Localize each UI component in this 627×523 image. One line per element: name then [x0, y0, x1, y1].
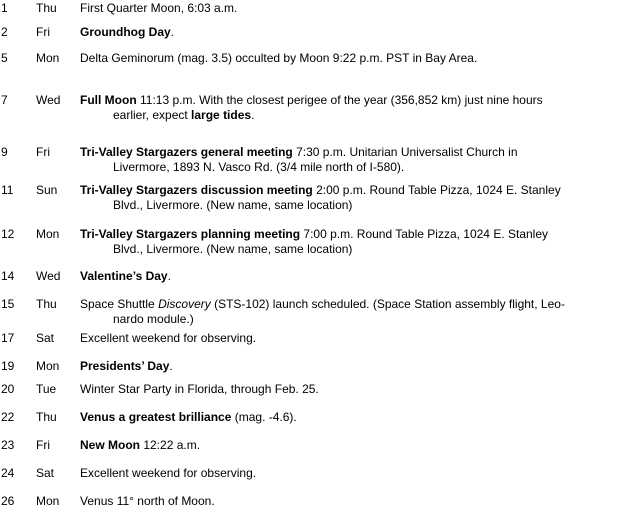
event-text: earlier, expect [113, 108, 192, 122]
event-text: (mag. -4.6). [231, 410, 297, 424]
event-text: 7:30 p.m. Unitarian Universalist Church in [292, 145, 518, 159]
event-description [80, 494, 612, 509]
event-text: (STS-102) launch scheduled. (Space Station assembly flight, Leo- [210, 297, 565, 311]
event-text-bold: Venus a greatest brilliance [80, 410, 232, 424]
event-weekday: Sat [36, 331, 55, 345]
event-text: 2:00 p.m. Round Table Pizza, 1024 E. Stanley [312, 183, 561, 197]
event-day-number: 14 [1, 269, 15, 283]
event-day-number: 17 [1, 331, 15, 345]
event-text: . [169, 359, 173, 373]
event-weekday: Mon [36, 359, 60, 373]
event-day-number: 22 [1, 410, 15, 424]
event-text-bold: New Moon [80, 438, 140, 452]
event-text-bold: Presidents’ Day [80, 359, 170, 373]
event-weekday: Mon [36, 494, 60, 508]
event-day-number: 24 [1, 466, 15, 480]
event-description [80, 297, 612, 327]
event-day-number: 2 [1, 25, 8, 39]
event-text: . [251, 108, 255, 122]
event-weekday: Fri [36, 438, 50, 452]
event-weekday: Mon [36, 51, 60, 65]
event-text-bold: Tri-Valley Stargazers discussion meeting [80, 183, 313, 197]
event-description [80, 331, 612, 346]
event-description [80, 227, 612, 257]
event-weekday: Sat [36, 466, 55, 480]
event-day-number: 23 [1, 438, 15, 452]
event-day-number: 12 [1, 227, 15, 241]
event-weekday: Sun [36, 183, 58, 197]
event-text-bold: Full Moon [80, 93, 137, 107]
event-text: nardo module.) [113, 312, 194, 326]
event-description-continuation [80, 160, 612, 175]
event-description [80, 183, 612, 213]
event-text-bold: Groundhog Day [80, 25, 171, 39]
event-weekday: Fri [36, 145, 50, 159]
event-text: 12:22 a.m. [140, 438, 201, 452]
event-text-italic: Discovery [158, 297, 211, 311]
event-text-bold: Tri-Valley Stargazers general meeting [80, 145, 293, 159]
event-description-continuation [80, 108, 612, 123]
event-description [80, 51, 612, 66]
event-description [80, 269, 612, 284]
event-text: Blvd., Livermore. (New name, same location) [113, 242, 353, 256]
event-text: Venus 11° north of Moon. [80, 494, 215, 508]
event-weekday: Thu [36, 410, 57, 424]
event-text: Delta Geminorum (mag. 3.5) occulted by Moon 9:22 p.m. PST in Bay Area. [80, 51, 478, 65]
event-description [80, 93, 612, 123]
event-weekday: Mon [36, 227, 60, 241]
event-text: Space Shuttle [80, 297, 159, 311]
event-description [80, 466, 612, 481]
event-weekday: Tue [36, 382, 57, 396]
event-description [80, 410, 612, 425]
event-day-number: 20 [1, 382, 15, 396]
event-text: Winter Star Party in Florida, through Feb. 25. [80, 382, 319, 396]
event-description-continuation [80, 242, 612, 257]
event-description-continuation [80, 198, 612, 213]
event-text: . [167, 269, 171, 283]
event-day-number: 5 [1, 51, 8, 65]
event-description [80, 1, 612, 16]
event-text: 7:00 p.m. Round Table Pizza, 1024 E. Stanley [300, 227, 549, 241]
event-weekday: Thu [36, 297, 57, 311]
event-text-bold: large tides [191, 108, 252, 122]
event-description [80, 359, 612, 374]
event-day-number: 26 [1, 494, 15, 508]
event-description [80, 145, 612, 175]
event-text: 11:13 p.m. With the closest perigee of the year (356,852 km) just nine hours [136, 93, 543, 107]
event-text: Livermore, 1893 N. Vasco Rd. (3/4 mile north of I-580). [113, 160, 405, 174]
event-text: Excellent weekend for observing. [80, 466, 257, 480]
event-description-continuation [80, 312, 612, 327]
event-day-number: 15 [1, 297, 15, 311]
event-description [80, 25, 612, 40]
event-day-number: 11 [1, 183, 14, 197]
event-weekday: Wed [36, 93, 61, 107]
event-day-number: 7 [1, 93, 8, 107]
event-day-number: 19 [1, 359, 15, 373]
event-weekday: Fri [36, 25, 50, 39]
event-day-number: 1 [1, 1, 8, 15]
event-text: Blvd., Livermore. (New name, same location) [113, 198, 353, 212]
event-weekday: Thu [36, 1, 57, 15]
event-text-bold: Tri-Valley Stargazers planning meeting [80, 227, 301, 241]
event-description [80, 438, 612, 453]
event-day-number: 9 [1, 145, 8, 159]
event-description [80, 382, 612, 397]
event-weekday: Wed [36, 269, 61, 283]
event-text: First Quarter Moon, 6:03 a.m. [80, 1, 238, 15]
event-text: Excellent weekend for observing. [80, 331, 257, 345]
event-text: . [170, 25, 175, 39]
event-text-bold: Valentine’s Day [80, 269, 168, 283]
